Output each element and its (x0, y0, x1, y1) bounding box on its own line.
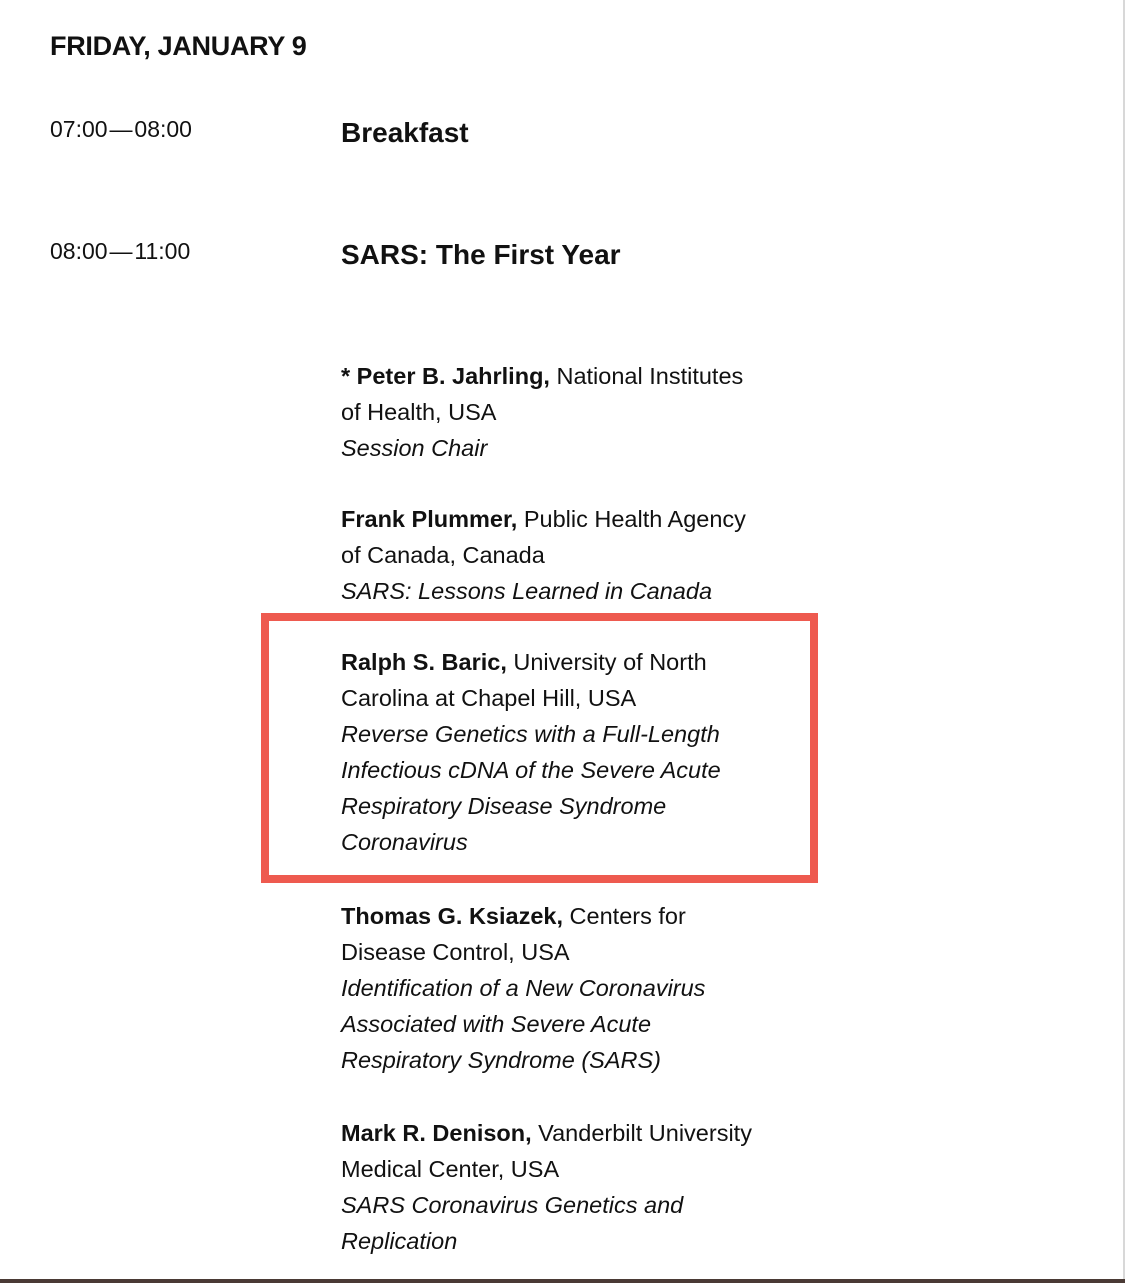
talk-title-line: Associated with Severe Acute (341, 1011, 652, 1037)
talk-title-line: Coronavirus (341, 829, 468, 855)
session-time-breakfast: 07:00 — 08:00 (50, 116, 192, 142)
speaker-affiliation-continued: of Health, USA (341, 399, 497, 425)
speaker-affiliation: Public Health Agency (517, 506, 746, 532)
talk-item-highlighted (341, 644, 811, 860)
talk-title-line: Respiratory Disease Syndrome (341, 793, 667, 819)
talk-title-line: SARS Coronavirus Genetics and (341, 1192, 684, 1218)
talk-item (341, 898, 811, 1078)
session-title-breakfast: Breakfast (341, 117, 469, 148)
talk-item (341, 501, 811, 609)
talk-item (341, 358, 811, 466)
speaker-affiliation-continued: Disease Control, USA (341, 939, 570, 965)
talk-title: Session Chair (341, 435, 488, 461)
speaker-name: * Peter B. Jahrling, (341, 363, 550, 389)
speaker-name: Thomas G. Ksiazek, (341, 903, 564, 929)
speaker-affiliation-continued: Medical Center, USA (341, 1156, 560, 1182)
talk-title-line: Infectious cDNA of the Severe Acute (341, 757, 721, 783)
talk-title-line: Reverse Genetics with a Full-Length (341, 721, 720, 747)
day-heading: FRIDAY, JANUARY 9 (50, 31, 307, 61)
talk-title-line: Respiratory Syndrome (SARS) (341, 1047, 661, 1073)
talk-item (341, 1115, 811, 1259)
talk-speaker-line (341, 644, 811, 680)
session-title-sars: SARS: The First Year (341, 239, 621, 270)
speaker-affiliation: Centers for (563, 903, 686, 929)
talk-speaker-line (341, 898, 811, 934)
speaker-affiliation: National Institutes (549, 363, 744, 389)
talk-speaker-line (341, 501, 811, 537)
speaker-affiliation: Vanderbilt University (531, 1120, 752, 1146)
talk-speaker-line (341, 358, 811, 394)
speaker-affiliation-continued: Carolina at Chapel Hill, USA (341, 685, 637, 711)
speaker-name: Mark R. Denison, (341, 1120, 532, 1146)
talk-speaker-line (341, 1115, 811, 1151)
speaker-affiliation: University of North (506, 649, 707, 675)
speaker-name: Frank Plummer, (341, 506, 518, 532)
bottom-divider (0, 1279, 1125, 1283)
speaker-name: Ralph S. Baric, (341, 649, 507, 675)
speaker-affiliation-continued: of Canada, Canada (341, 542, 545, 568)
talk-title-line: Identification of a New Coronavirus (341, 975, 706, 1001)
session-time-sars: 08:00 — 11:00 (50, 238, 191, 264)
talk-title-line: Replication (341, 1228, 458, 1254)
talk-title: SARS: Lessons Learned in Canada (341, 578, 713, 604)
